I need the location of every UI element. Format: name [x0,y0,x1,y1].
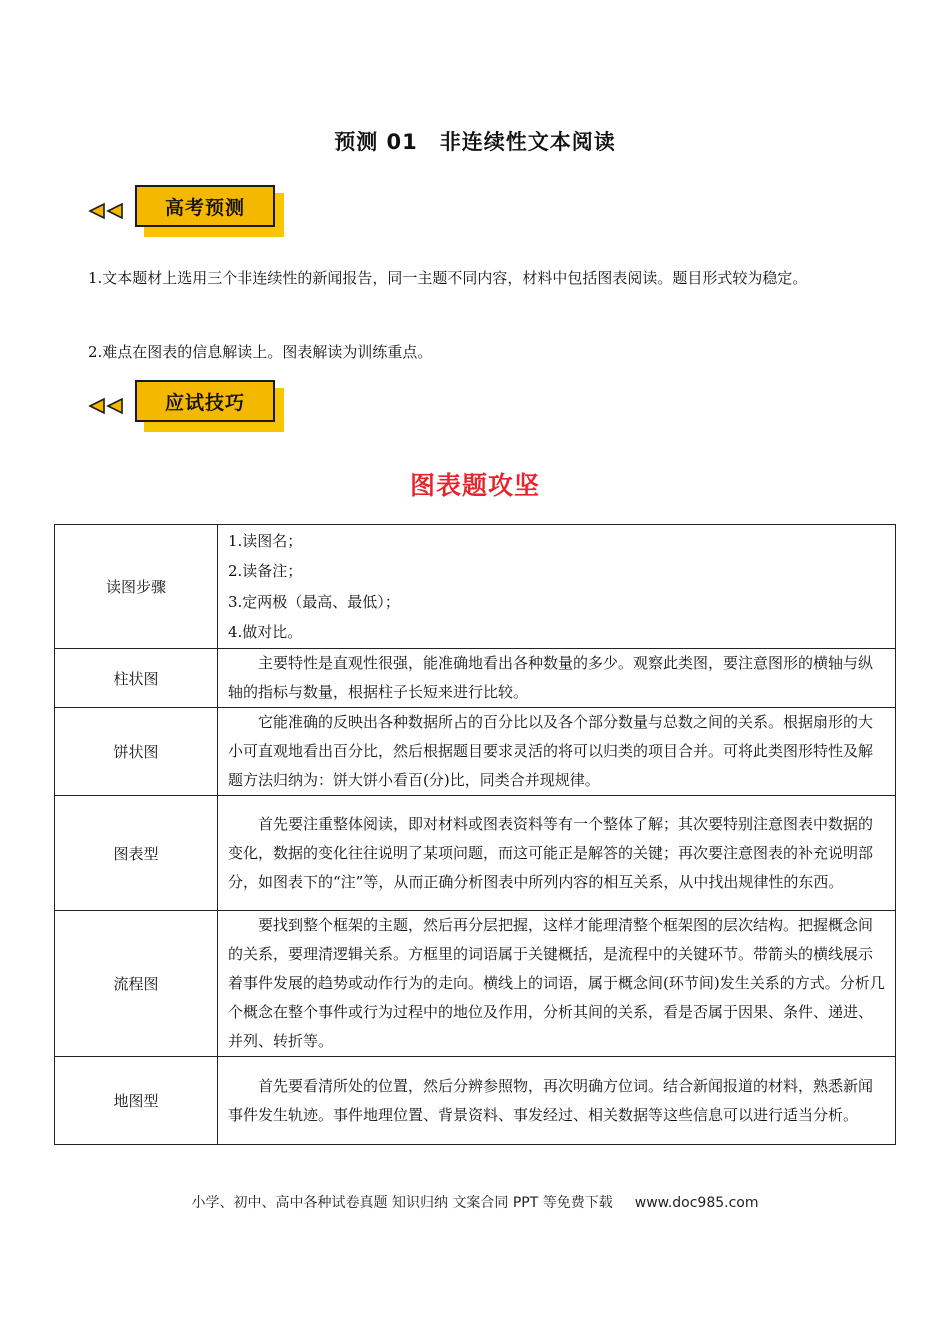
page-title [0,126,950,156]
row-content [218,525,896,649]
row-label: 柱状图 [55,649,218,708]
forecast-banner [88,185,288,237]
reading-steps-list [228,526,885,648]
forecast-point-1: 1.文本题材上选用三个非连续性的新闻报告，同一主题不同内容，材料中包括图表阅读。题目形式较为稳定。 [88,269,808,287]
double-arrow-left-icon [88,201,128,221]
step-item: 4.做对比。 [228,623,303,641]
row-content: 要找到整个框架的主题，然后再分层把握，这样才能理清整个框架图的层次结构。把握概念间的关系，要理清逻辑关系。方框里的词语属于关键概括，是流程中的关键环节。带箭头的横线展示着事件发展的趋势或动作行为的走向。横线上的词语，属于概念间(环节间)发生关系的方式。分析几个概念在整个事件或行为过程中的地位及作用，分析其间的关系，看是否属于因果、条件、递进、并列、转折等。 [218,911,896,1057]
table-row [55,708,896,796]
title-number: 预测 01 [334,130,418,154]
row-content: 首先要注重整体阅读，即对材料或图表资料等有一个整体了解；其次要特别注意图表中数据的变化，数据的变化往往说明了某项问题，而这可能正是解答的关键；再次要注意图表的补充说明部分，如图表下的“注”等，从而正确分析图表中所列内容的相互关系，从中找出规律性的东西。 [218,796,896,911]
step-item: 1.读图名； [228,531,303,550]
step-item: 3.定两极（最高、最低）； [228,592,400,611]
table-row [55,525,896,649]
row-label: 饼状图 [55,708,218,796]
row-content: 它能准确的反映出各种数据所占的百分比以及各个部分数量与总数之间的关系。根据扇形的大小可直观地看出百分比，然后根据题目要求灵活的将可以归类的项目合并。可将此类图形特性及解题方法归纳为：饼大饼小看百(分)比，同类合并现规律。 [218,708,896,796]
chart-reading-table [54,524,896,1145]
row-content: 首先要看清所处的位置，然后分辨参照物，再次明确方位词。结合新闻报道的材料，熟悉新闻事件发生轨迹。事件地理位置、背景资料、事发经过、相关数据等这些信息可以进行适当分析。 [218,1057,896,1145]
row-label: 地图型 [55,1057,218,1145]
row-label: 流程图 [55,911,218,1057]
skills-banner-label: 应试技巧 [135,380,275,422]
step-item: 2.读备注； [228,562,303,580]
title-text: 非连续性文本阅读 [439,130,616,154]
footer-text: 小学、初中、高中各种试卷真题 知识归纳 文案合同 PPT 等免费下载 [191,1195,613,1211]
row-label: 读图步骤 [55,525,218,649]
forecast-banner-label: 高考预测 [135,185,275,227]
table-row [55,1057,896,1145]
row-content: 主要特性是直观性很强，能准确地看出各种数量的多少。观察此类图，要注意图形的横轴与纵轴的指标与数量，根据柱子长短来进行比较。 [218,649,896,708]
forecast-point-2: 2.难点在图表的信息解读上。图表解读为训练重点。 [88,343,433,361]
double-arrow-left-icon [88,396,128,416]
table-row [55,796,896,911]
skills-banner [88,380,288,432]
footer-url[interactable]: www.doc985.com [634,1195,759,1211]
section-heading: 图表题攻坚 [409,471,540,500]
table-row [55,649,896,708]
row-label: 图表型 [55,796,218,911]
table-row [55,911,896,1057]
page-footer [0,1192,950,1212]
